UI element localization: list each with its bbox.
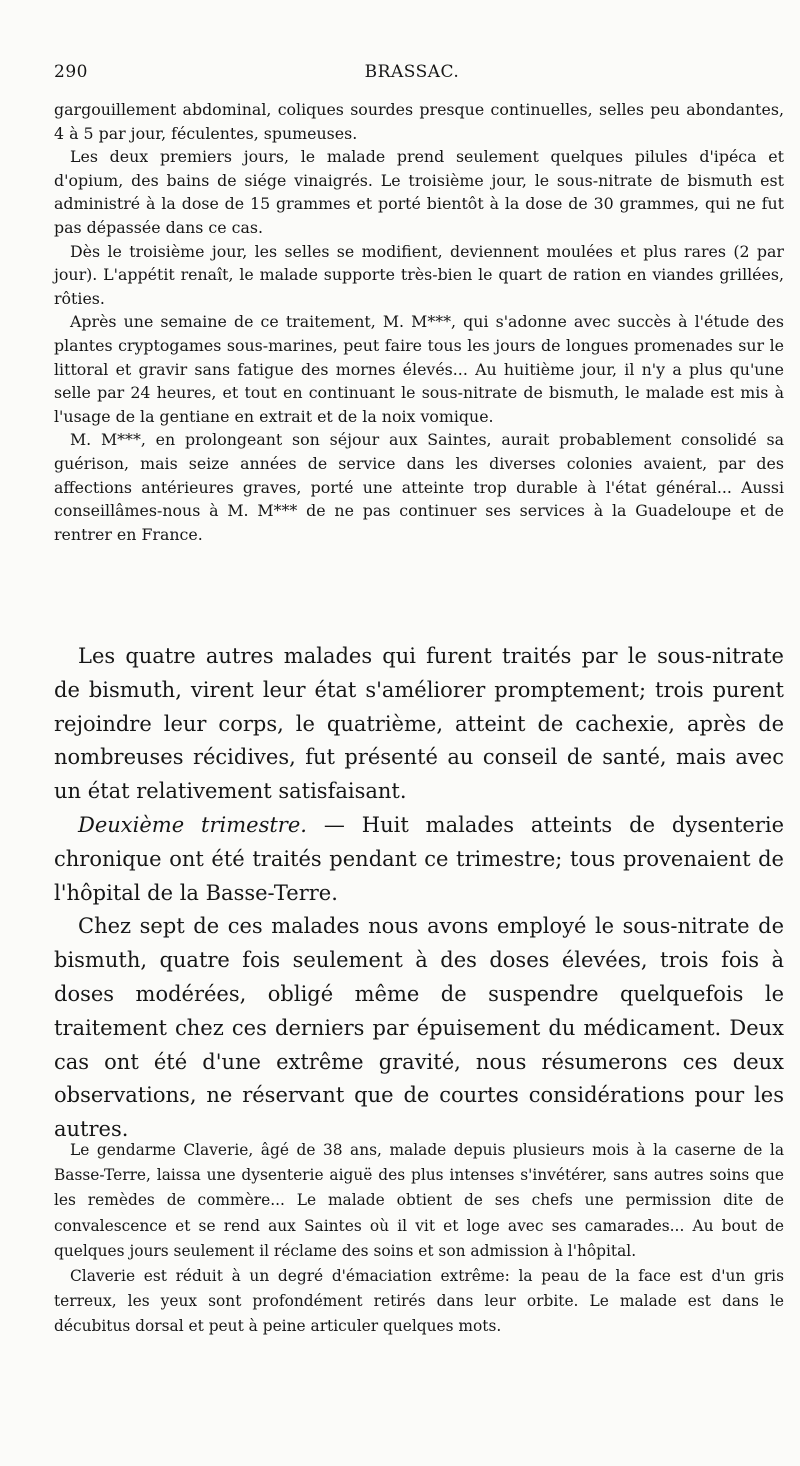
paragraph: M. M***, en prolongeant son séjour aux Saintes, aurait probablement consolidé sa guérison, mais seize années de service dans les diverses colonies avaient, par des affections antérieures graves, porté une atteinte trop durable à l'état général... Aussi conseillâmes-nous à M. M*** de ne pas continuer ses services à la Guadeloupe et de rentrer en France. <box>54 430 784 544</box>
paragraph: Chez sept de ces malades nous avons employé le sous-nitrate de bismuth, quatre fois seulement à des doses élevées, trois fois à doses modérées, obligé même de suspendre quelquefois le traitement chez ces derniers par épuisement du médicament. Deux cas ont été d'une extrême gravité, nous résumerons ces deux observations, ne réservant que de courtes considérations pour les autres. <box>54 914 784 1142</box>
paragraph-text: — Huit malades atteints de dysenterie chronique ont été traités pendant ce trimestre; tous provenaient de l'hôpital de la Basse-Terre. <box>54 812 784 905</box>
running-header <box>54 62 770 88</box>
large-print-section <box>54 640 784 1147</box>
paragraph: Les quatre autres malades qui furent traités par le sous-nitrate de bismuth, virent leur état s'améliorer promptement; trois purent rejoindre leur corps, le quatrième, atteint de cachexie, après de nombreuses récidives, fut présenté au conseil de santé, mais avec un état relativement satisfaisant. <box>54 644 784 804</box>
paragraph: Dès le troisième jour, les selles se modifient, deviennent moulées et plus rares (2 par jour). L'appétit renaît, le malade supporte très-bien le quart de ration en viandes grillées, rôties. <box>54 241 784 308</box>
trimester-paragraph <box>54 809 784 910</box>
case-observation-section <box>54 1138 784 1340</box>
section-heading: Deuxième trimestre. <box>78 812 307 837</box>
small-print-section <box>54 98 784 546</box>
paragraph: Après une semaine de ce traitement, M. M***, qui s'adonne avec succès à l'étude des plantes cryptogames sous-marines, peut faire tous les jours de longues promenades sur le littoral et gravir sans fatigue des mornes élevés... Au huitième jour, il n'y a plus qu'une selle par 24 heures, et tout en continuant le sous-nitrate de bismuth, le malade est mis à l'usage de la gentiane en extrait et de la noix vomique. <box>54 312 784 426</box>
paragraph: Les deux premiers jours, le malade prend seulement quelques pilules d'ipéca et d'opium, des bains de siége vinaigrés. Le troisième jour, le sous-nitrate de bismuth est administré à la dose de 15 grammes et porté bientôt à la dose de 30 grammes, qui ne fut pas dépassée dans ce cas. <box>54 147 784 237</box>
paragraph: Le gendarme Claverie, âgé de 38 ans, malade depuis plusieurs mois à la caserne de la Basse-Terre, laissa une dysenterie aiguë des plus intenses s'invétérer, sans autres soins que les remèdes de commère... Le malade obtient de ses chefs une permission dite de convalescence et se rend aux Saintes où il vit et loge avec ses camarades... Au bout de quelques jours seulement il réclame des soins et son admission à l'hôpital. <box>54 1141 784 1260</box>
paragraph: gargouillement abdominal, coliques sourdes presque continuelles, selles peu abondantes, 4 à 5 par jour, féculentes, spumeuses. <box>54 100 784 143</box>
running-title: BRASSAC. <box>364 62 460 82</box>
paragraph: Claverie est réduit à un degré d'émaciation extrême: la peau de la face est d'un gris terreux, les yeux sont profondément retirés dans leur orbite. Le malade est dans le décubitus dorsal et peut à peine articuler quelques mots. <box>54 1267 784 1336</box>
page-number: 290 <box>54 62 88 82</box>
